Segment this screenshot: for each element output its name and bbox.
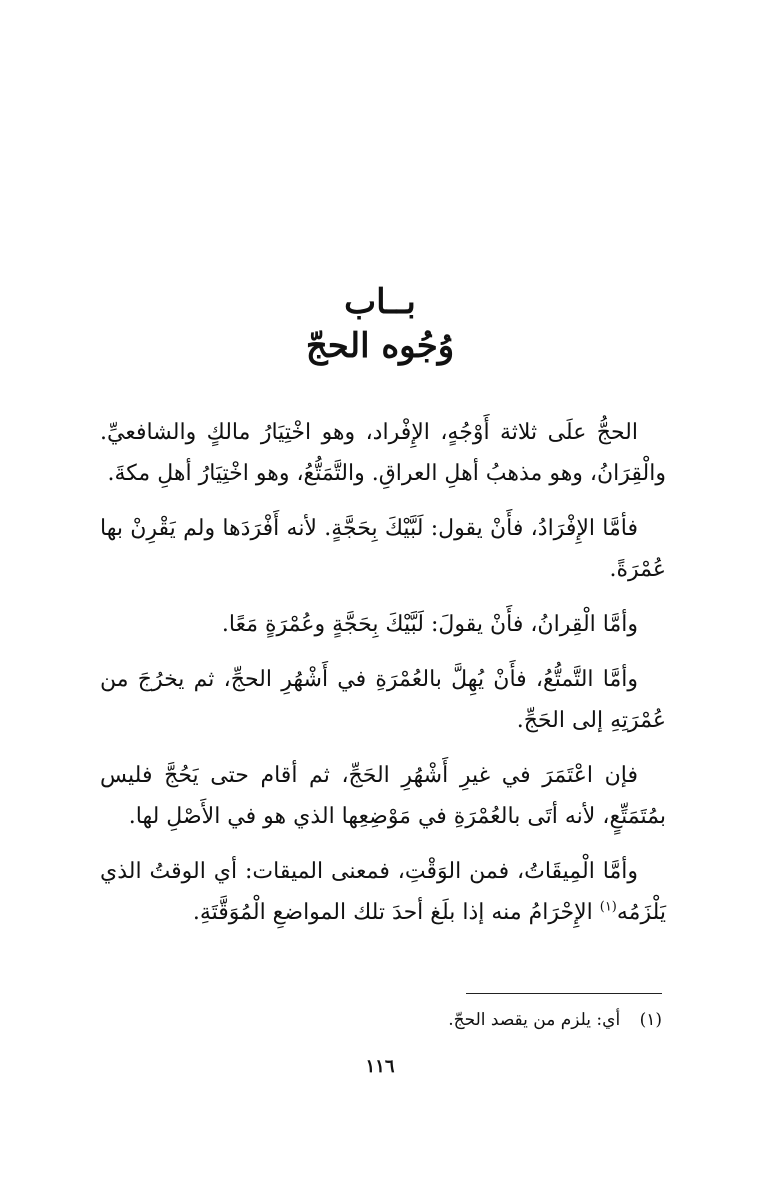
footnote-number: (١) xyxy=(639,1010,662,1030)
chapter-title: وُجُوه الحجّ xyxy=(305,326,455,366)
chapter-label: بــاب xyxy=(344,282,416,322)
paragraph-text: وأمَّا التَّمتُّعُ، فأَنْ يُهِلَّ بالعُمْرَةِ في أَشْهُرِ الحجِّ، ثم يخرُجَ من عُمْرَتِهِ إلى الحَجِّ. xyxy=(100,667,666,733)
footnote-divider xyxy=(466,993,662,994)
body-text xyxy=(100,412,666,947)
paragraph-text-continued: الإِحْرَامُ منه إذا بلَغ أحدَ تلك المواضعِ الْمُوَقَّتَةِ. xyxy=(192,900,600,925)
paragraph-text: وأمَّا الْمِيقَاتُ، فمن الوَقْتِ، فمعنى الميقات: أي الوقتُ الذي يَلْزَمُه xyxy=(100,859,666,925)
paragraph-6 xyxy=(100,851,666,933)
paragraph-2 xyxy=(100,508,666,590)
paragraph-text: فإن اعْتَمَرَ في غيرِ أَشْهُرِ الحَجِّ، ثم أقام حتى يَحُجَّ فليس بمُتَمَتِّعٍ، لأنه أتَى بالعُمْرَةِ في مَوْضِعِها الذي هو في الأَصْلِ لها. xyxy=(100,763,666,829)
paragraph-text: الحجُّ علَى ثلاثة أَوْجُهٍ، الإِفْراد، وهو اخْتِيَارُ مالكٍ والشافعيِّ. والْقِرَانُ، وهو مذهبُ أهلِ العراقِ. والتَّمَتُّعُ، وهو اخْتِيَارُ أهلِ مكةَ. xyxy=(100,420,666,486)
paragraph-text: فأمَّا الإِفْرَادُ، فأَنْ يقول: لَبَّيْكَ بِحَجَّةٍ. لأنه أَفْرَدَها ولم يَقْرِنْ بها عُمْرَةً. xyxy=(100,516,666,582)
footnote-text: أي: يلزم من يقصد الحجّ. xyxy=(448,1010,621,1030)
footnote xyxy=(100,1010,662,1030)
footnote-marker[interactable]: (١) xyxy=(599,899,617,915)
page-number: ١١٦ xyxy=(365,1056,395,1077)
paragraph-text: وأمَّا الْقِرانُ، فأَنْ يقولَ: لَبَّيْكَ بِحَجَّةٍ وعُمْرَةٍ مَعًا. xyxy=(221,612,638,637)
paragraph-5 xyxy=(100,755,666,837)
paragraph-4 xyxy=(100,659,666,741)
paragraph-3 xyxy=(100,604,666,645)
paragraph-1 xyxy=(100,412,666,494)
